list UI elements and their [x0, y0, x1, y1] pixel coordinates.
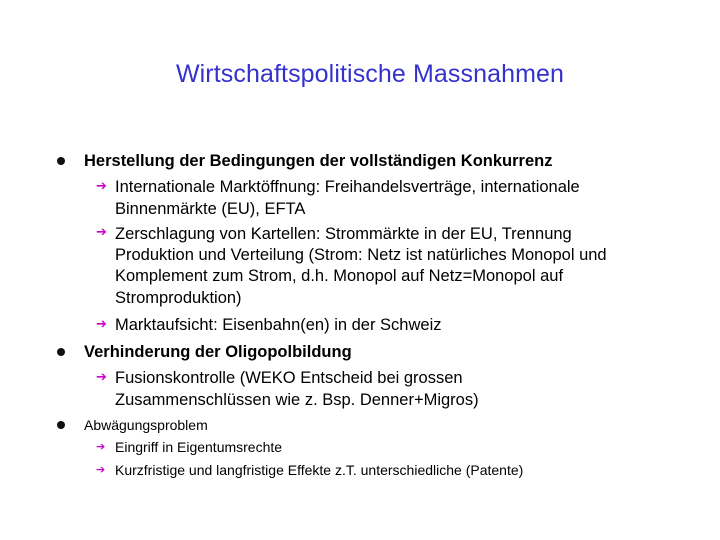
point-2-label: Verhinderung der Oligopolbildung — [84, 343, 352, 361]
subpoint-1-2-line-1: Zerschlagung von Kartellen: Strommärkte in der EU, Trennung — [115, 225, 572, 243]
subpoint-3-2-line-1: Kurzfristige und langfristige Effekte z.T. unterschiedliche (Patente) — [115, 462, 524, 478]
subpoint-1-2-line-4: Stromproduktion) — [115, 289, 242, 307]
subpoint-2-1-line-2: Zusammenschlüssen wie z. Bsp. Denner+Migros) — [115, 391, 479, 409]
arrow-icon: ➔ — [96, 463, 106, 476]
arrow-icon: ➔ — [96, 225, 107, 240]
subpoint-2-1-line-1: Fusionskontrolle (WEKO Entscheid bei grossen — [115, 369, 463, 387]
arrow-icon: ➔ — [96, 179, 107, 194]
point-3-label: Abwägungsproblem — [84, 417, 208, 433]
slide-title: Wirtschaftspolitische Massnahmen — [175, 60, 565, 88]
bullet-icon — [57, 421, 65, 429]
subpoint-1-1-line-2: Binnenmärkte (EU), EFTA — [115, 200, 306, 218]
subpoint-1-1-line-1: Internationale Marktöffnung: Freihandelsverträge, internationale — [115, 178, 580, 196]
arrow-icon: ➔ — [96, 440, 106, 453]
subpoint-3-1-line-1: Eingriff in Eigentumsrechte — [115, 439, 283, 455]
bullet-icon — [57, 157, 65, 165]
arrow-icon: ➔ — [96, 317, 107, 332]
subpoint-1-2-line-2: Produktion und Verteilung (Strom: Netz ist natürliches Monopol und — [115, 246, 607, 264]
bullet-icon — [57, 348, 65, 356]
subpoint-1-2-line-3: Komplement zum Strom, d.h. Monopol auf Netz=Monopol auf — [115, 267, 564, 285]
arrow-icon: ➔ — [96, 370, 107, 385]
point-1-label: Herstellung der Bedingungen der vollständigen Konkurrenz — [84, 152, 553, 170]
subpoint-1-3-line-1: Marktaufsicht: Eisenbahn(en) in der Schweiz — [115, 316, 442, 334]
